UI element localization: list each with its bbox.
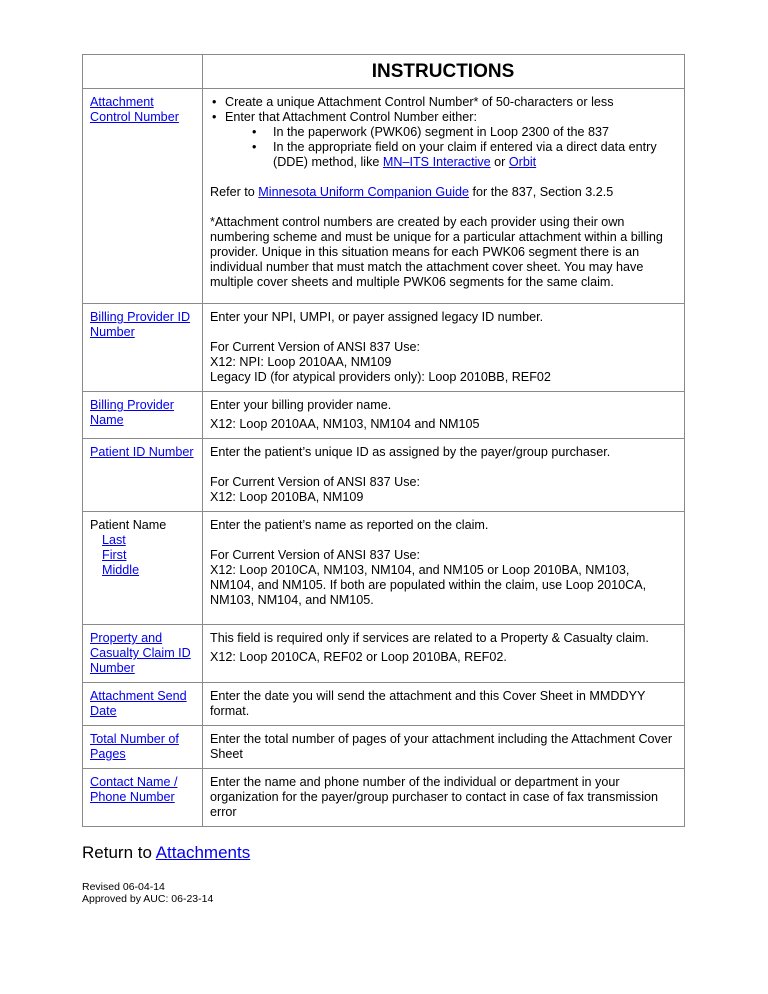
field-label-cell: [83, 512, 203, 625]
table-row-billing-provider-id: [83, 304, 685, 392]
table-header-row: [83, 55, 685, 89]
instruction-text: For Current Version of ANSI 837 Use:: [210, 475, 420, 489]
list-item: • In the paperwork (PWK06) segment in Loop 2300 of the 837: [240, 125, 676, 140]
instruction-text: X12: Loop 2010BA, NM109: [210, 490, 364, 504]
header-empty-cell: [83, 55, 203, 89]
revised-date: Revised 06-04-14: [82, 881, 165, 893]
or-text: or: [490, 155, 509, 169]
patient-last-name-link[interactable]: Last: [102, 533, 126, 547]
table-row-attachment-control-number: [83, 89, 685, 304]
instruction-text: This field is required only if services are related to a Property & Casualty claim.: [210, 631, 649, 645]
list-item-text: Enter that Attachment Control Number either:: [225, 110, 477, 124]
field-label-cell: [83, 683, 203, 726]
instruction-text: X12: Loop 2010CA, NM103, NM104, and NM105 or Loop 2010BA, NM103, NM104, and NM105. If both are populated within the claim, use Loop 2010CA, NM103, NM104, and NM105.: [210, 563, 647, 607]
attachment-control-number-link[interactable]: Attachment Control Number: [90, 95, 179, 124]
field-label-cell: [83, 89, 203, 304]
instruction-text: Legacy ID (for atypical providers only): Loop 2010BB, REF02: [210, 370, 551, 384]
orbit-link[interactable]: Orbit: [508, 155, 537, 169]
companion-guide-link[interactable]: Minnesota Uniform Companion Guide: [258, 185, 469, 199]
instruction-text: Enter the name and phone number of the individual or department in your organization for the payer/group purchaser to contact in case of fax transmission error: [210, 775, 659, 819]
refer-text: [210, 185, 676, 200]
return-line: [82, 843, 250, 863]
table-row-contact: [83, 769, 685, 827]
field-label-cell: [83, 769, 203, 827]
instruction-text: For Current Version of ANSI 837 Use:: [210, 340, 420, 354]
list-item: [210, 110, 676, 170]
instruction-text: Enter the patient’s unique ID as assigned by the payer/group purchaser.: [210, 445, 611, 459]
field-label-cell: [83, 392, 203, 439]
table-row-attachment-send-date: [83, 683, 685, 726]
instruction-cell: [203, 439, 685, 512]
list-item: [240, 140, 676, 170]
approved-date: Approved by AUC: 06-23-14: [82, 893, 214, 905]
instruction-cell: [203, 304, 685, 392]
patient-middle-name-link[interactable]: Middle: [102, 563, 140, 577]
instruction-cell: [203, 726, 685, 769]
instruction-cell: [203, 89, 685, 304]
instruction-cell: [203, 512, 685, 625]
billing-provider-name-link[interactable]: Billing Provider Name: [90, 398, 174, 427]
list-item-text: In the appropriate field on your claim if entered via a direct data entry (DDE) method, like: [273, 140, 657, 169]
table-row-patient-id: [83, 439, 685, 512]
instruction-text: X12: Loop 2010AA, NM103, NM104 and NM105: [210, 417, 480, 431]
table-row-total-pages: [83, 726, 685, 769]
attachment-send-date-link[interactable]: Attachment Send Date: [90, 689, 187, 718]
acn-note: *Attachment control numbers are created by each provider using their own numbering scheme and must be unique for a particular attachment within a billing provider. Unique in this situation means for each PWK06 segment there is an individual number that must match the attachment cover sheet. You may have multiple cover sheets and multiple PWK06 segments for the same claim.: [210, 215, 663, 289]
contact-name-phone-link[interactable]: Contact Name / Phone Number: [90, 775, 178, 804]
attachments-link[interactable]: Attachments: [155, 843, 251, 862]
refer-prefix: Refer to: [210, 185, 259, 199]
return-prefix: Return to: [82, 843, 156, 862]
instruction-cell: [203, 683, 685, 726]
patient-first-name-link[interactable]: First: [102, 548, 127, 562]
billing-provider-id-link[interactable]: Billing Provider ID Number: [90, 310, 191, 339]
instruction-text: X12: NPI: Loop 2010AA, NM109: [210, 355, 392, 369]
instruction-text: Enter your billing provider name.: [210, 398, 392, 412]
instruction-text: For Current Version of ANSI 837 Use:: [210, 548, 420, 562]
table-row-property-casualty: [83, 625, 685, 683]
instructions-heading: INSTRUCTIONS: [371, 61, 515, 82]
instruction-text: Enter your NPI, UMPI, or payer assigned legacy ID number.: [210, 310, 544, 324]
patient-name-label: Patient Name: [90, 518, 167, 532]
instruction-cell: [203, 392, 685, 439]
property-casualty-claim-id-link[interactable]: Property and Casualty Claim ID Number: [90, 631, 191, 675]
mn-its-interactive-link[interactable]: MN–ITS Interactive: [382, 155, 491, 169]
instruction-text: Enter the total number of pages of your attachment including the Attachment Cover Sheet: [210, 732, 673, 761]
revision-info: [82, 881, 213, 905]
instructions-table: [82, 54, 685, 827]
total-number-of-pages-link[interactable]: Total Number of Pages: [90, 732, 179, 761]
instruction-text: Enter the patient’s name as reported on the claim.: [210, 518, 489, 532]
instruction-cell: [203, 625, 685, 683]
instruction-cell: [203, 769, 685, 827]
field-label-cell: [83, 439, 203, 512]
instruction-text: X12: Loop 2010CA, REF02 or Loop 2010BA, REF02.: [210, 650, 507, 664]
field-label-cell: [83, 625, 203, 683]
table-row-patient-name: [83, 512, 685, 625]
table-row-billing-provider-name: [83, 392, 685, 439]
refer-suffix: for the 837, Section 3.2.5: [469, 185, 614, 199]
header-cell: [203, 55, 685, 89]
field-label-cell: [83, 304, 203, 392]
list-item: • Create a unique Attachment Control Number* of 50-characters or less: [210, 95, 676, 110]
patient-id-number-link[interactable]: Patient ID Number: [90, 445, 194, 459]
instruction-text: Enter the date you will send the attachment and this Cover Sheet in MMDDYY format.: [210, 689, 646, 718]
nested-bullet-list: [240, 125, 676, 170]
bullet-list: [210, 95, 676, 170]
field-label-cell: [83, 726, 203, 769]
